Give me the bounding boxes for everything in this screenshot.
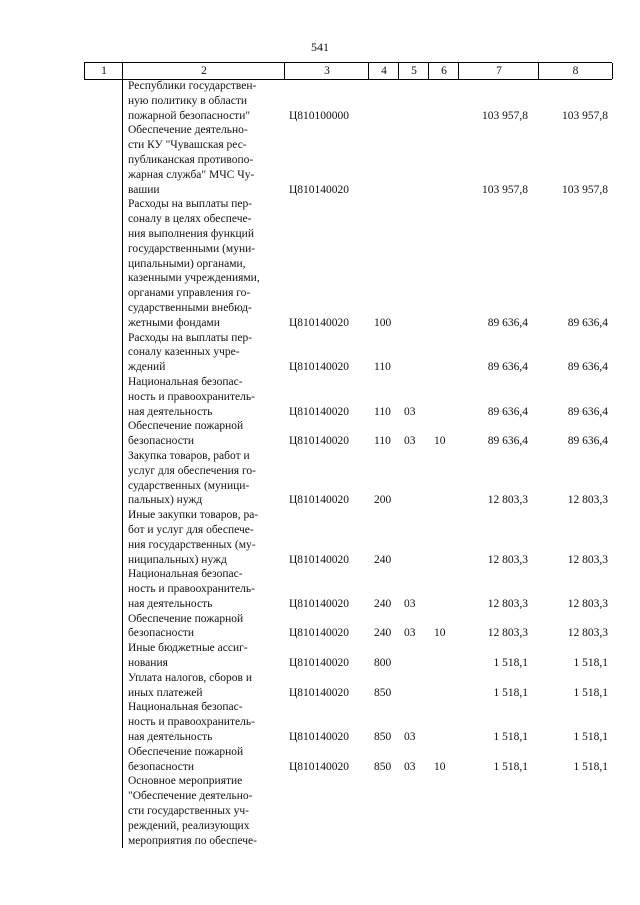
- row-description: Обеспечение пожарной безопасности: [128, 612, 244, 640]
- row-amount-col7: 89 636,4: [487, 316, 528, 329]
- row-amount-col7: 103 957,8: [482, 183, 528, 196]
- row-amount-col7: 12 803,3: [487, 627, 528, 640]
- row-subsection: 10: [434, 760, 446, 773]
- row-section: 03: [404, 435, 416, 448]
- row-target-code: Ц810140020: [289, 316, 350, 329]
- row-amount-col8: 1 518,1: [573, 731, 608, 744]
- row-section: 03: [404, 405, 416, 418]
- row-subsection: 10: [434, 627, 446, 640]
- row-expense-type: 110: [374, 361, 391, 374]
- table-row: [0, 331, 640, 375]
- row-amount-col7: 103 957,8: [482, 109, 528, 122]
- row-description: Иные бюджетные ассиг- нования: [128, 642, 248, 670]
- row-amount-col7: 89 636,4: [487, 361, 528, 374]
- row-section: 03: [404, 597, 416, 610]
- row-description: Уплата налогов, сборов и иных платежей: [128, 671, 252, 699]
- row-amount-col7: 1 518,1: [493, 731, 528, 744]
- table-row: [0, 375, 640, 419]
- table-row: [0, 745, 640, 775]
- row-subsection: 10: [434, 435, 446, 448]
- row-description: Расходы на выплаты пер- соналу в целях обеспече- ния выполнения функций государственными (муни- ципальными) органами, казенными учреждениями, органами управления го- сударственными внебюд- жетными фондами: [128, 198, 260, 329]
- row-amount-col7: 12 803,3: [487, 553, 528, 566]
- row-expense-type: 110: [374, 405, 391, 418]
- row-description: Обеспечение пожарной безопасности: [128, 420, 244, 448]
- row-expense-type: 200: [374, 494, 392, 507]
- row-target-code: Ц810140020: [289, 183, 350, 196]
- header-col-8: 8: [538, 63, 613, 79]
- row-expense-type: 850: [374, 686, 392, 699]
- header-col-2: 2: [122, 63, 285, 79]
- table-row: [0, 612, 640, 642]
- page-number: 541: [311, 40, 329, 54]
- row-section: 03: [404, 731, 416, 744]
- table-row: [0, 123, 640, 197]
- row-description: Иные закупки товаров, ра- бот и услуг для обеспече- ния государственных (му- ниципальных) нужд: [128, 509, 259, 566]
- row-target-code: Ц810140020: [289, 627, 350, 640]
- row-amount-col8: 103 957,8: [562, 183, 608, 196]
- row-amount-col8: 89 636,4: [567, 405, 608, 418]
- header-col-5: 5: [398, 63, 429, 79]
- header-col-3: 3: [284, 63, 369, 79]
- table-row: [0, 508, 640, 567]
- row-expense-type: 100: [374, 316, 392, 329]
- row-description: Национальная безопас- ность и правоохранитель- ная деятельность: [128, 375, 255, 418]
- row-target-code: Ц810140020: [289, 553, 350, 566]
- row-target-code: Ц810140020: [289, 760, 350, 773]
- row-target-code: Ц810140020: [289, 657, 350, 670]
- header-col-6: 6: [428, 63, 459, 79]
- row-amount-col8: 12 803,3: [567, 494, 608, 507]
- row-target-code: Ц810140020: [289, 731, 350, 744]
- row-amount-col7: 1 518,1: [493, 686, 528, 699]
- row-target-code: Ц810100000: [289, 109, 350, 122]
- table-row: [0, 774, 640, 848]
- row-target-code: Ц810140020: [289, 435, 350, 448]
- row-description: Закупка товаров, работ и услуг для обеспечения го- сударственных (муници- пальных) нужд: [128, 449, 256, 507]
- table-row: [0, 700, 640, 744]
- row-description: Республики государствен- ную политику в области пожарной безопасности": [128, 80, 257, 122]
- row-amount-col8: 103 957,8: [562, 109, 608, 122]
- row-expense-type: 240: [374, 627, 392, 640]
- row-description: Национальная безопас- ность и правоохранитель- ная деятельность: [128, 701, 255, 744]
- header-col-7: 7: [458, 63, 539, 79]
- table-body: [0, 79, 640, 848]
- table-row: [0, 79, 640, 123]
- row-target-code: Ц810140020: [289, 686, 350, 699]
- row-expense-type: 110: [374, 435, 391, 448]
- row-amount-col8: 1 518,1: [573, 686, 608, 699]
- row-amount-col8: 12 803,3: [567, 597, 608, 610]
- table-row: [0, 197, 640, 330]
- row-amount-col8: 89 636,4: [567, 316, 608, 329]
- row-amount-col8: 1 518,1: [573, 657, 608, 670]
- row-amount-col7: 12 803,3: [487, 597, 528, 610]
- row-expense-type: 850: [374, 760, 392, 773]
- table-header: [84, 62, 612, 80]
- row-section: 03: [404, 627, 416, 640]
- row-description: Расходы на выплаты пер- соналу казенных учре- ждений: [128, 331, 253, 374]
- row-expense-type: 240: [374, 553, 392, 566]
- row-target-code: Ц810140020: [289, 361, 350, 374]
- row-amount-col8: 12 803,3: [567, 627, 608, 640]
- row-description: Национальная безопас- ность и правоохранитель- ная деятельность: [128, 568, 255, 610]
- table-row: [0, 671, 640, 701]
- row-amount-col8: 89 636,4: [567, 361, 608, 374]
- row-amount-col7: 89 636,4: [487, 435, 528, 448]
- row-target-code: Ц810140020: [289, 494, 350, 507]
- row-description: Основное мероприятие "Обеспечение деятельно- сти государственных уч- реждений, реализующих мероприятия по обеспече-: [128, 775, 257, 847]
- row-amount-col7: 89 636,4: [487, 405, 528, 418]
- header-col-1: 1: [84, 63, 123, 79]
- row-expense-type: 240: [374, 597, 392, 610]
- table-row: [0, 567, 640, 611]
- row-target-code: Ц810140020: [289, 405, 350, 418]
- row-amount-col8: 1 518,1: [573, 760, 608, 773]
- table-row: [0, 419, 640, 449]
- row-expense-type: 850: [374, 731, 392, 744]
- row-description: Обеспечение деятельно- сти КУ "Чувашская рес- публиканская противопо- жарная служба" МЧС Чу- вашии: [128, 124, 255, 196]
- row-section: 03: [404, 760, 416, 773]
- table-row: [0, 641, 640, 671]
- row-description: Обеспечение пожарной безопасности: [128, 745, 244, 773]
- row-amount-col7: 1 518,1: [493, 657, 528, 670]
- header-col-4: 4: [368, 63, 399, 79]
- table-row: [0, 449, 640, 508]
- row-amount-col8: 12 803,3: [567, 553, 608, 566]
- row-amount-col7: 12 803,3: [487, 494, 528, 507]
- row-amount-col8: 89 636,4: [567, 435, 608, 448]
- row-expense-type: 800: [374, 657, 392, 670]
- row-amount-col7: 1 518,1: [493, 760, 528, 773]
- row-target-code: Ц810140020: [289, 597, 350, 610]
